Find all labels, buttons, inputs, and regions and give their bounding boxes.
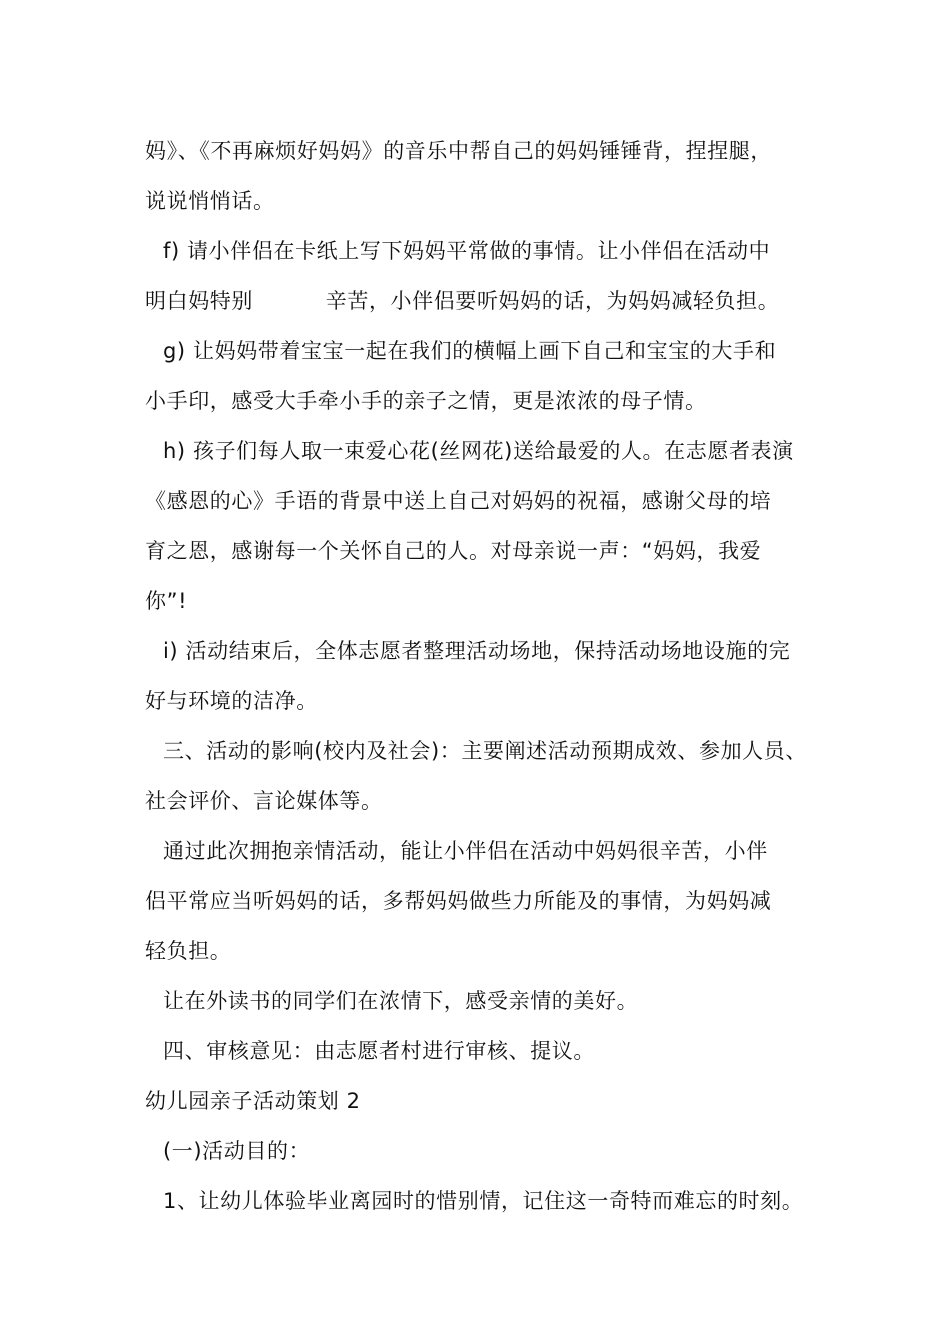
paragraph-line: i) 活动结束后，全体志愿者整理活动场地，保持活动场地设施的完: [163, 639, 791, 663]
paragraph-line: 好与环境的洁净。: [145, 689, 318, 713]
paragraph-line: 社会评价、言论媒体等。: [145, 789, 383, 813]
paragraph-line: 《感恩的心》手语的背景中送上自己对妈妈的祝福，感谢父母的培: [145, 489, 772, 513]
paragraph-line: 说说悄悄话。: [145, 189, 275, 213]
section-heading: 幼儿园亲子活动策划 2: [145, 1089, 361, 1113]
paragraph-line: 明白妈特别 辛苦，小伴侣要听妈妈的话，为妈妈减轻负担。: [145, 289, 780, 313]
paragraph-line: 四、审核意见：由志愿者村进行审核、提议。: [163, 1039, 595, 1063]
paragraph-line: 三、活动的影响(校内及社会)：主要阐述活动预期成效、参加人员、: [163, 739, 807, 763]
paragraph-line: h) 孩子们每人取一束爱心花(丝网花)送给最爱的人。在志愿者表演: [163, 439, 794, 463]
paragraph-line: 轻负担。: [145, 939, 232, 963]
paragraph-line: 育之恩，感谢每一个关怀自己的人。对母亲说一声：“妈妈，我爱: [145, 539, 762, 563]
paragraph-line: 侣平常应当听妈妈的话，多帮妈妈做些力所能及的事情，为妈妈减: [145, 889, 772, 913]
paragraph-line: 1、让幼儿体验毕业离园时的惜别情，记住这一奇特而难忘的时刻。: [163, 1189, 804, 1213]
paragraph-line: f) 请小伴侣在卡纸上写下妈妈平常做的事情。让小伴侣在活动中: [163, 239, 771, 263]
paragraph-line: g) 让妈妈带着宝宝一起在我们的横幅上画下自己和宝宝的大手和: [163, 339, 777, 363]
paragraph-line: 妈》、《不再麻烦好妈妈》的音乐中帮自己的妈妈锤锤背，捏捏腿，: [145, 139, 772, 163]
paragraph-line: 你”!: [145, 589, 188, 613]
paragraph-line: 通过此次拥抱亲情活动，能让小伴侣在活动中妈妈很辛苦，小伴: [163, 839, 768, 863]
paragraph-line: 小手印，感受大手牵小手的亲子之情，更是浓浓的母子情。: [145, 389, 707, 413]
paragraph-line: 让在外读书的同学们在浓情下，感受亲情的美好。: [163, 989, 639, 1013]
paragraph-line: (一)活动目的：: [163, 1139, 311, 1163]
